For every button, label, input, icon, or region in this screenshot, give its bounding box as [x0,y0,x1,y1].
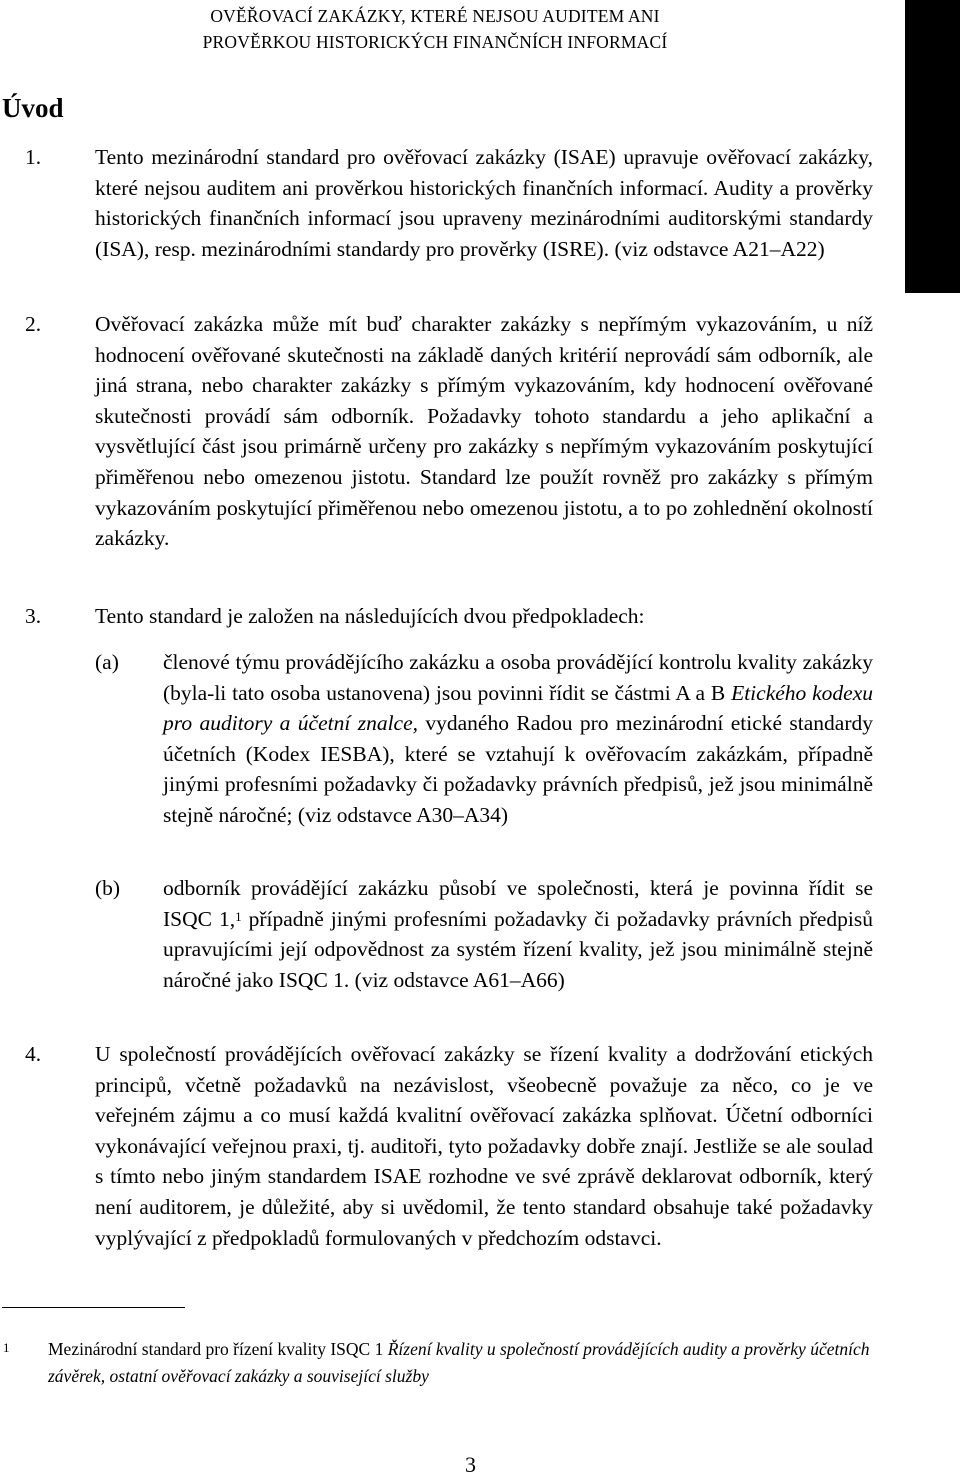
list-item-label: (b) [95,876,121,900]
list-item-label: (a) [95,650,119,674]
header-line-1: OVĚŘOVACÍ ZAKÁZKY, KTERÉ NEJSOU AUDITEM ANI [210,6,660,26]
paragraph-number: 3. [25,604,42,628]
code-title-italic: Etického kodexu pro auditory a účetní znalce, [163,680,874,736]
section-title: Úvod [2,93,64,123]
paragraph-number: 1. [25,145,42,169]
list-item-text [163,647,873,831]
paragraph-text: Tento mezinárodní standard pro ověřovací zakázky (ISAE) upravuje ověřovací zakázky, které nejsou auditem ani prověrkou historických finančních informací. Audity a prověrky historických finančních informací jsou upraveny mezinárodními auditorskými standardy (ISA), resp. mezinárodními standardy pro prověrky (ISRE). (viz odstavce A21–A22) [95,145,873,261]
footnote-separator [2,1307,185,1308]
paragraph-number: 2. [25,312,42,336]
list-item-text-end: případně jinými profesními požadavky či požadavky právních předpisů upravujícími její odpovědnost za systém řízení kvality, jež jsou minimálně stejně náročné jako ISQC 1. (viz odstavce A61–A66) [163,906,873,992]
paragraph-number: 4. [25,1042,42,1066]
footnote-number: 1 [3,1340,10,1355]
footnote-text-start: Mezinárodní standard pro řízení kvality ISQC 1 [48,1339,388,1359]
list-item-text-end: vydaného Radou pro mezinárodní etické standardy účetních (Kodex IESBA), které se vztahují k ověřovacím zakázkám, případně jinými profesními požadavky či požadavky právních předpisů, jež jsou minimálně stejně náročné; (viz odstavce A30–A34) [163,711,874,827]
footnote-italic-title: Řízení kvality u společností provádějících audity a prověrky účetních závěrek, ostatní ověřovací zakázky a související služby [48,1339,870,1386]
footnote-text [48,1336,878,1390]
list-item-text [163,873,873,995]
list-item-text-start: odborník provádějící zakázku působí ve společnosti, která je povinna řídit se ISQC 1, [163,876,873,931]
footnote-reference[interactable]: 1 [235,908,242,924]
paragraph-text: Tento standard je založen na následujících dvou předpokladech: [95,604,645,628]
paragraph-text: Ověřovací zakázka může mít buď charakter zakázky s nepřímým vykazováním, u níž hodnocení ověřované skutečnosti na základě daných kritérií neprovádí sám odborník, ale jiná strana, nebo charakter zakázky s přímým vykazováním, kdy hodnocení ověřované skutečnosti provádí sám odborník. Požadavky tohoto standardu a jeho aplikační a vysvětlující část jsou primárně určeny pro zakázky s nepřímým vykazováním poskytující přiměřenou nebo omezenou jistotu. Standard lze použít rovněž pro zakázky s přímým vykazováním poskytující přiměřenou nebo omezenou jistotu, a to po zohlednění okolností zakázky. [95,312,873,551]
black-edge-tab [905,0,960,293]
page-number: 3 [465,1452,476,1477]
list-item-text-start: členové týmu provádějícího zakázku a osoba provádějící kontrolu kvality zakázky (byla-li tato osoba ustanovena) jsou povinni řídit se částmi A a B [163,650,873,705]
running-header [150,3,720,55]
header-line-2: PROVĚRKOU HISTORICKÝCH FINANČNÍCH INFORMACÍ [202,32,668,52]
paragraph-text: U společností provádějících ověřovací zakázky se řízení kvality a dodržování etických principů, včetně požadavků na nezávislost, všeobecně považuje za něco, co je ve veřejném zájmu a co musí každá kvalitní ověřovací zakázka splňovat. Účetní odborníci vykonávající veřejnou praxi, tj. auditoři, tyto požadavky dobře znají. Jestliže se ale soulad s tímto nebo jiným standardem ISAE rozhodne ve své zprávě deklarovat odborník, který není auditorem, je důležité, aby si uvědomil, že tento standard obsahuje také požadavky vyplývající z předpokladů formulovaných v předchozím odstavci. [95,1042,873,1250]
